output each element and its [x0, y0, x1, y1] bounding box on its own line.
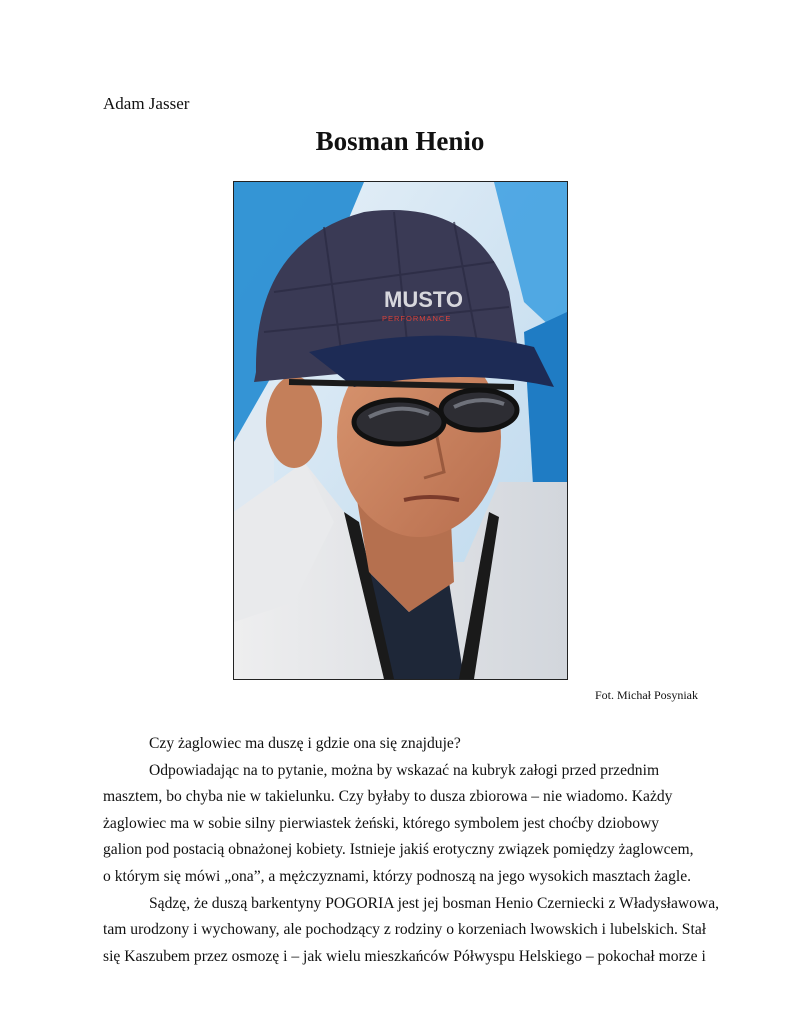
portrait-photo	[233, 181, 568, 680]
text-line: się Kaszubem przez osmozę i – jak wielu mieszkańców Półwyspu Helskiego – pokochał morze i	[103, 947, 706, 965]
text-line: Czy żaglowiec ma duszę i gdzie ona się znajduje?	[149, 735, 461, 752]
paragraph-1	[103, 731, 698, 758]
cap-logo-subtext: PERFORMANCE	[382, 314, 452, 323]
photo-credit: Fot. Michał Posyniak	[594, 688, 698, 702]
paragraph-3	[103, 891, 720, 971]
article-body	[103, 731, 720, 970]
author-name: Adam Jasser	[103, 94, 190, 113]
page-title: Bosman Henio	[315, 126, 485, 156]
text-line: galion pod postacią obnażonej kobiety. Istnieje jakiś erotyczny związek pomiędzy żaglowcem,	[103, 841, 694, 859]
text-line: Odpowiadając na to pytanie, można by wskazać na kubryk załogi przed przednim	[149, 761, 660, 779]
cap-logo-text: MUSTO	[384, 287, 464, 312]
text-line: żaglowiec ma w sobie silny pierwiastek żeński, którego symbolem jest choćby dziobowy	[103, 814, 660, 832]
text-line: masztem, bo chyba nie w takielunku. Czy byłaby to dusza zbiorowa – nie wiadomo. Każdy	[103, 788, 673, 806]
text-line: tam urodzony i wychowany, ale pochodzący z rodziny o korzeniach lwowskich i lubelskich. Stał	[103, 921, 707, 939]
text-line: Sądzę, że duszą barkentyny POGORIA jest jej bosman Henio Czerniecki z Władysławowa,	[149, 894, 720, 912]
portrait-illustration	[234, 182, 567, 679]
paragraph-2	[103, 758, 698, 891]
text-line: o którym się mówi „ona”, a mężczyznami, którzy podnoszą na jego wysokich masztach żagle.	[103, 867, 692, 885]
